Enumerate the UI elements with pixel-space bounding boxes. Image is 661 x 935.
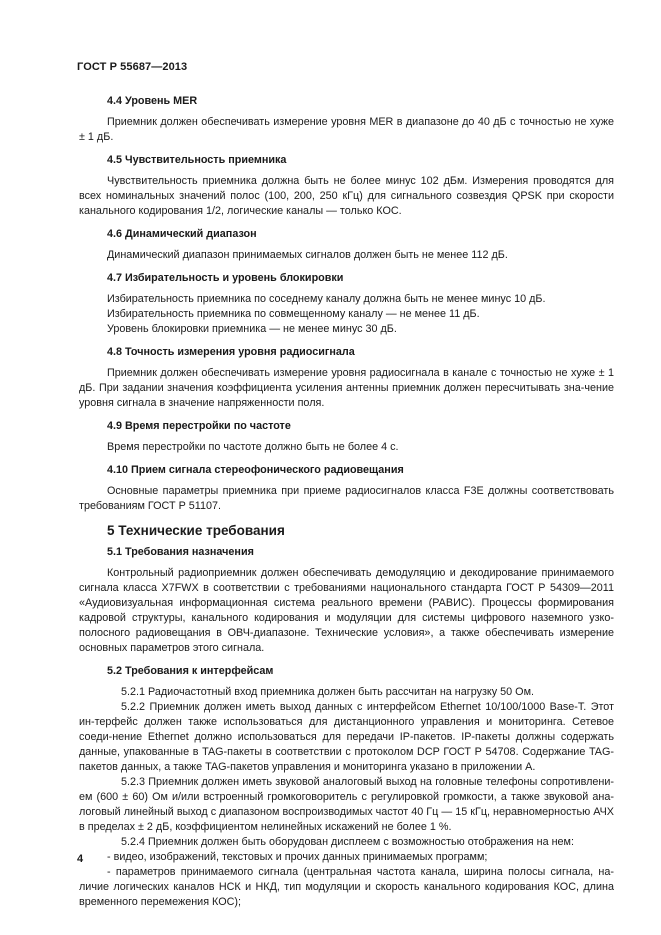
section-4-7-title: 4.7 Избирательность и уровень блокировки: [107, 272, 344, 284]
section-4-7-line: Избирательность приемника по совмещенному каналу — не менее 11 дБ.: [107, 308, 480, 320]
page-number: 4: [77, 853, 84, 865]
section-4-10-title: 4.10 Прием сигнала стереофонического радиовещания: [107, 464, 404, 476]
section-5-title: 5 Технические требования: [107, 523, 285, 538]
list-item: - видео, изображений, текстовых и прочих данных принимаемых программ;: [107, 851, 488, 863]
document-body: [79, 94, 614, 910]
section-4-8-text: Приемник должен обеспечивать измерение уровня радиосигнала в канале с точностью не хуже ± 1 дБ. При задании значения коэффициента усиления антенны приемник должен пересчитывать зна-чение уровня сигнала в значение напряженности поля.: [79, 367, 614, 409]
section-4-6-text: Динамический диапазон принимаемых сигналов должен быть не менее 112 дБ.: [107, 249, 508, 261]
section-4-7-line: Избирательность приемника по соседнему каналу должна быть не менее минус 10 дБ.: [107, 293, 546, 305]
clause-5-2-3: 5.2.3 Приемник должен иметь звуковой аналоговый выход на головные телефоны сопротивлени-ем (600 ± 60) Ом и/или встроенный громкоговоритель с регулировкой громкости, а также звуковой ана-логовый линейный выход с диапазоном воспроизводимых частот 40 Гц — 15 кГц, неравномерностью АЧХ в пределах ± 2 дБ, коэффициентом нелинейных искажений не более 1 %.: [79, 776, 614, 833]
section-4-9-text: Время перестройки по частоте должно быть не более 4 с.: [107, 441, 399, 453]
section-4-5-title: 4.5 Чувствительность приемника: [107, 154, 287, 166]
section-4-7-line: Уровень блокировки приемника — не менее минус 30 дБ.: [107, 323, 397, 335]
document-header: ГОСТ Р 55687—2013: [77, 61, 188, 73]
section-4-4-title: 4.4 Уровень MER: [107, 95, 198, 107]
clause-5-2-1: 5.2.1 Радиочастотный вход приемника должен быть рассчитан на нагрузку 50 Ом.: [121, 686, 535, 698]
section-5-1-text: Контрольный радиоприемник должен обеспечивать демодуляцию и декодирование принимаемого сигнала класса X7FWX в соответствии с требованиями национального стандарта ГОСТ Р 54309—2011 «Аудиовизуальная информационная система реального времени (РАВИС). Процессы формирования кадровой структуры, канального кодирования и модуляции для системы цифрового наземного узко-полосного радиовещания в ОВЧ-диапазоне. Технические условия», а также обеспечивать измерение основных параметров этого сигнала.: [79, 567, 614, 654]
section-4-8-title: 4.8 Точность измерения уровня радиосигнала: [107, 346, 355, 358]
clause-5-2-4: 5.2.4 Приемник должен быть оборудован дисплеем с возможностью отображения на нем:: [121, 836, 574, 848]
section-5-2-title: 5.2 Требования к интерфейсам: [107, 665, 274, 677]
section-4-10-text: Основные параметры приемника при приеме радиосигналов класса F3E должны соответствовать требованиям ГОСТ Р 51107.: [79, 485, 614, 512]
section-4-4-text: Приемник должен обеспечивать измерение уровня MER в диапазоне до 40 дБ с точностью не хуже ± 1 дБ.: [79, 116, 614, 143]
section-4-6-title: 4.6 Динамический диапазон: [107, 228, 257, 240]
section-4-9-title: 4.9 Время перестройки по частоте: [107, 420, 291, 432]
section-5-1-title: 5.1 Требования назначения: [107, 546, 254, 558]
section-4-5-text: Чувствительность приемника должна быть не более минус 102 дБм. Измерения проводятся для всех номинальных значений полос (100, 200, 250 кГц) для сигнального созвездия QPSK при скорости канального кодирования 1/2, логические каналы — только КОС.: [79, 175, 614, 217]
clause-5-2-2: 5.2.2 Приемник должен иметь выход данных с интерфейсом Ethernet 10/100/1000 Base-T. Этот ин-терфейс должен также использоваться для дистанционного управления и мониторинга. Сетевое соеди-нение Ethernet должно использоваться для передачи IP-пакетов. IP-пакеты должны содержать данные, упакованные в TAG-пакеты в соответствии с протоколом DCP ГОСТ Р 54708. Содержание TAG-пакетов данных, а также TAG-пакетов управления и мониторинга указано в приложении А.: [79, 701, 614, 773]
list-item: - параметров принимаемого сигнала (центральная частота канала, ширина полосы сигнала, на-личие логических каналов НСК и НКД, тип модуляции и скорость канального кодирования КОС, длина временного перемежения КОС);: [79, 866, 614, 908]
